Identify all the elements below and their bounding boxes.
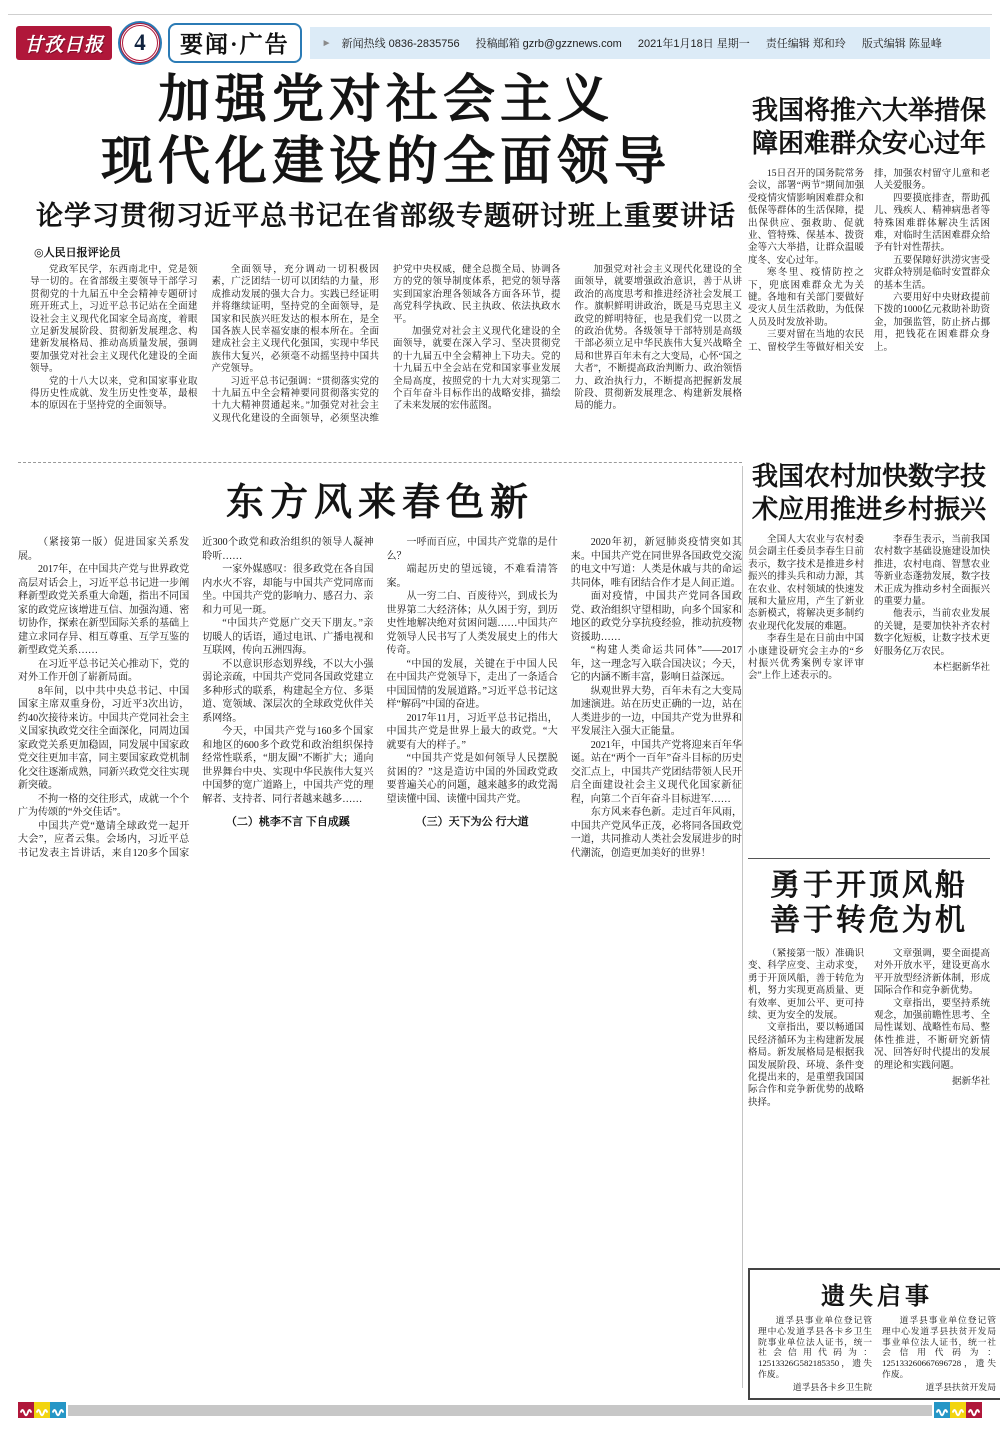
digital-village-body: [748, 534, 990, 850]
storm-headline-line2: 善于转危为机: [770, 904, 968, 937]
lost-notice-left: [758, 1315, 872, 1393]
lost-notice-signature: 道孚县扶贫开发局: [925, 1381, 996, 1392]
news-hotline: 新闻热线 0836-2835756: [341, 38, 460, 50]
section-heading: （三）天下为公 行大道: [415, 816, 529, 828]
lead-editorial: [30, 70, 742, 476]
article-paragraph: 全面领导，充分调动一切积极因素，广泛团结一切可以团结的力量，形成推动发展的强大合力。实践已经证明并将继续证明，坚持党的全面领导，是国家和民族兴旺发达的根本所在，是全国各族人民幸福安康的根本所在。全面建成社会主义现代化强国，实现中华民族伟大复兴，必须毫不动摇坚持中国共产党领导。: [211, 265, 379, 375]
section-heading: （二）桃李不言 下自成蹊: [225, 816, 350, 828]
article-credit: 据新华社: [951, 1077, 990, 1088]
article-paragraph: 不以意识形态划界线，不以大小强弱论亲疏，中国共产党同各国政党建立多种形式的联系，构建起全方位、多渠道、宽领域、深层次的全球政党伙伴关系网络。: [202, 658, 374, 724]
logo-square-yellow: [950, 1402, 966, 1418]
wave-glyph-icon: [935, 1403, 949, 1417]
article-paragraph: 2020年初，新冠肺炎疫情突如其来。中国共产党在同世界各国政党交流的电文中写道：人类是休戚与共的命运共同体，唯有团结合作才是人间正道。: [570, 537, 742, 589]
wave-glyph-icon: [951, 1403, 965, 1417]
article-paragraph: 寒冬里、疫情防控之下，兜底困难群众尤为关键。各地和有关部门要做好受灾人员生活救助，为低保人员及时发放补助。: [748, 268, 864, 328]
article-paragraph: 2021年，中国共产党将迎来百年华诞。站在“两个一百年”奋斗目标的历史交汇点上，中国共产党团结带领人民开启全面建设社会主义现代化国家新征程，向第二个百年奋斗目标进军……: [570, 739, 742, 805]
lost-notice-box: [748, 1268, 1000, 1400]
article-digital-village: [748, 460, 990, 850]
article-paragraph: 加强党对社会主义现代化建设的全面领导，就要在深入学习、坚决贯彻党的十九届五中全会精神上下功夫。党的十九届五中全会站在党和国家事业发展全局高度，按照党的十九大对实现第二个百年奋斗目标作出的战略安排，描绘了未来发展的宏伟蓝图。: [393, 327, 561, 412]
article-paragraph: “中国的发展，关键在于中国人民在中国共产党领导下，走出了一条适合中国国情的发展道路。”习近平总书记这样“解码”中国的奋进。: [386, 658, 558, 710]
lead-headline-line1: 加强党对社会主义: [157, 72, 614, 129]
article-paragraph: 习近平总书记强调：“贯彻落实党的十九届五中全会精神要同贯彻落实党的十九大精神贯通起来。”加强党对社会主义现代化建设的全面领导，必须坚决维护党中央权威，健全总揽全局、协调各方的党的领导制度体系，把党的领导落实到国家治理各领域各方面各环节，提高党科学执政、民主执政、依法执政水平。: [211, 265, 561, 424]
article-six-measures: [748, 94, 990, 464]
logo-square-yellow: [34, 1402, 50, 1418]
article-paragraph: （紧接第一版）促进国家关系发展。: [18, 537, 190, 562]
submission-email: 投稿邮箱 gzrb@gzznews.com: [475, 38, 622, 50]
triangle-bullet-icon: ►: [321, 37, 332, 49]
article-paragraph: （紧接第一版）准确识变、科学应变、主动求变，勇于开顶风船，善于转危为机，努力实现更高质量、更有效率、更加公平、更可持续、更为安全的发展。: [748, 949, 864, 1022]
footer-logo-right: [934, 1402, 982, 1418]
lost-notice-text: 道孚县事业单位登记管理中心发道孚县各卡乡卫生院事业单位法人证书，统一社会信用代码为：12513326G582185350，遗失作废。: [758, 1315, 872, 1379]
article-paragraph: 在习近平总书记关心推动下，党的对外工作开创了崭新局面。: [18, 658, 190, 683]
article-paragraph: 2017年，在中国共产党与世界政党高层对话会上，习近平总书记进一步阐释新型政党关系重大命题，指出不同国家的政党应该增进互信、加强沟通、密切协作，探索在新型国际关系的基础上建立求同存异、相互尊重、互学互鉴的新型政党关系……: [18, 564, 190, 656]
duty-editor: 责任编辑 郑和玲: [765, 38, 846, 50]
article-paragraph: 从一穷二白、百废待兴，到成长为世界第二大经济体；从久困于穷，到历史性地解决绝对贫困问题……中国共产党领导人民书写了人类发展史上的伟大传奇。: [386, 591, 558, 656]
lost-notice-signature: 道孚县各卡乡卫生院: [792, 1381, 872, 1392]
digital-village-headline: 我国农村加快数字技术应用推进乡村振兴: [751, 462, 986, 524]
article-paragraph: 今天，中国共产党与160多个国家和地区的600多个政党和政治组织保持经常性联系，“朋友圈”不断扩大；通向世界舞台中央、实现中华民族伟大复兴中国梦的宽广道路上，中国共产党的理解者、支持者、同行者越来越多……: [202, 726, 374, 805]
article-paragraph: 五要保障好洪涝灾害受灾群众特别是临时安置群众的基本生活。: [874, 255, 990, 291]
issue-date: 2021年1月18日 星期一: [637, 38, 750, 50]
article-paragraph: “中国共产党是如何领导人民摆脱贫困的？”这是造访中国的外国政党政要普遍关心的问题，越来越多的政党渴望读懂中国、读懂中国共产党。: [386, 753, 558, 805]
footer-gray-bar: [68, 1405, 932, 1416]
article-paragraph: 李春生表示，当前我国农村数字基础设施建设加快推进，农村电商、智慧农业等新业态蓬勃发展，数字技术正成为推动乡村全面振兴的重要力量。: [874, 535, 990, 608]
article-paragraph: 党政军民学，东西南北中，党是领导一切的。在省部级主要领导干部学习贯彻党的十九届五中全会精神专题研讨班开班式上，习近平总书记站在全面建设社会主义现代化国家全局高度，着眼立足新发展阶段、贯彻新发展理念、构建新发展格局、推动高质量发展，强调要加强党对社会主义现代化建设的全面领导。: [30, 265, 198, 375]
article-paragraph: 李春生是在日前由中国小康建设研究会主办的“乡村振兴优秀案例专家评审会”上作上述表示的。: [748, 634, 864, 682]
article-paragraph: 面对疫情，中国共产党同各国政党、政治组织守望相助，向多个国家和地区的政党分享抗疫经验，推动抗疫物资援助……: [570, 591, 742, 643]
article-paragraph: 文章指出，要以畅通国民经济循环为主构建新发展格局。新发展格局是根据我国发展阶段、环境、条件变化提出来的，是重塑我国国际合作和竞争新优势的战略抉择。: [748, 1023, 864, 1108]
article-paragraph: 加强党对社会主义现代化建设的全面领导，就要增强政治意识，善于从讲政治的高度思考和推进经济社会发展工作。旗帜鲜明讲政治，既是马克思主义政党的鲜明特征，也是我们党一以贯之的政治优势。各级领导干部特别是高级干部必须立足中华民族伟大复兴战略全局和世界百年未有之大变局，心怀“国之大者”，不断提高政治判断力、政治领悟力、政治执行力，不断提高把握新发展阶段、贯彻新发展理念、构建新发展格局的能力。: [574, 265, 742, 412]
article-paragraph: 党的十八大以来，党和国家事业取得历史性成就、发生历史性变革，最根本的原因在于坚持党的全面领导。: [30, 376, 198, 412]
article-paragraph: 他表示，当前农业发展的关键，是要加快补齐农村数字化短板，让数字技术更好服务亿万农民。: [874, 609, 990, 657]
masthead-row: [16, 24, 990, 62]
lost-notice-title: 遗失启事: [821, 1284, 933, 1310]
article-paragraph: 全国人大农业与农村委员会副主任委员李春生日前表示，数字技术是推进乡村振兴的排头兵和动力源，其在农业、农村领域的快速发展和大量应用，产生了新业态新模式，将解决更多制约农业现代化发展的难题。: [748, 535, 864, 632]
storm-headline: [748, 868, 990, 938]
storm-body: [748, 948, 990, 1264]
lost-notice-right: [882, 1315, 996, 1393]
horizontal-divider: [748, 858, 990, 859]
top-divider: [8, 14, 992, 15]
section-title: 要闻·广告: [168, 23, 302, 63]
feature-headline: 东方风来春色新: [225, 482, 534, 524]
lost-notice-text: 道孚县事业单位登记管理中心发道孚县扶贫开发局事业单位法人证书，统一社会信用代码为：125133260667696728，遗失作废。: [882, 1315, 996, 1379]
article-paragraph: 一呼而百应，中国共产党靠的是什么？: [386, 537, 558, 562]
article-paragraph: 端起历史的望远镜，不难看清答案。: [386, 564, 558, 589]
article-paragraph: 四要摸底排查，帮助孤儿、残疾人、精神病患者等特殊困难群体解决生活困难，对临时生活困难群众给予有针对性帮扶。: [874, 193, 990, 254]
wave-glyph-icon: [967, 1403, 981, 1417]
article-paragraph: “构建人类命运共同体”——2017年，这一理念写入联合国决议；今天，它的内涵不断丰富，影响日益深远。: [570, 645, 742, 683]
storm-headline-line1: 勇于开顶风船: [770, 869, 968, 902]
article-paragraph: 东方风来春色新。走过百年风雨，中国共产党风华正茂，必将同各国政党一道，共同推动人类社会发展进步的时代潮流，创造更加美好的世界！: [570, 807, 742, 859]
article-paragraph: 15日召开的国务院常务会议，部署“两节”期间加强受疫情灾情影响困难群众和低保等群体的生活保障，提出保供应、强救助、促就业、管特殊、保基本、拨资金等六大举措，让群众温暖度冬、安心过年。: [748, 169, 864, 266]
article-paragraph: 文章指出，要坚持系统观念，加强前瞻性思考、全局性谋划、战略性布局、整体性推进，不断研究新情况、回答好时代提出的发展的理论和实践问题。: [874, 998, 990, 1071]
article-paragraph: “中国共产党愿广交天下朋友。”亲切暖人的话语，通过电讯、广播电视和互联网，传向五洲四海。: [202, 618, 374, 656]
layout-editor: 版式编辑 陈显峰: [861, 38, 942, 50]
logo-square-blue: [50, 1402, 66, 1418]
six-measures-headline: 我国将推六大举措保障困难群众安心过年: [751, 96, 986, 158]
logo-square-red: [966, 1402, 982, 1418]
article-paragraph: 不拘一格的交往形式，成就一个个广为传颂的“外交佳话”。: [18, 793, 190, 818]
logo-square-red: [18, 1402, 34, 1418]
article-paragraph: 8年间，以中共中央总书记、中国国家主席双重身份，习近平3次出访，约40次接待来访。中国共产党同社会主义国家执政党交往全面深化，同周边国家政党关系更加稳固，同发展中国家政党交往更加丰富，同主要国家政党机制化交往逐渐成熟，同新兴政党交往实现新突破。: [18, 685, 190, 791]
page-number-badge: 4: [120, 23, 160, 63]
article-paragraph: 三要对留在当地的农民工、留校学生等做好相关安排，加强农村留守儿童和老人关爱服务。: [748, 169, 990, 353]
lead-headline-line2: 现代化建设的全面领导: [100, 134, 671, 191]
article-paragraph: 一家外媒感叹：很多政党在各自国内水火不容，却能与中国共产党同席而坐。中国共产党的影响力、感召力、亲和力可见一斑。: [202, 564, 374, 616]
article-paragraph: 六要用好中央财政提前下拨的1000亿元救助补助资金，加强监管，防止挤占挪用，把钱花在困难群众身上。: [874, 293, 990, 353]
article-paragraph: 文章强调，要全面提高对外开放水平，建设更高水平开放型经济新体制，形成国际合作和竞争新优势。: [874, 949, 990, 997]
logo-square-blue: [934, 1402, 950, 1418]
footer-logo-left: [18, 1402, 66, 1418]
page-footer: [18, 1402, 982, 1418]
six-measures-body: [748, 168, 990, 464]
header-info-strip: [310, 27, 990, 59]
article-paragraph: 纵观世界大势，百年未有之大变局加速演进。站在历史正确的一边，站在人类进步的一边，中国共产党为世界和平发展注入强大正能量。: [570, 685, 742, 737]
lead-byline: ◎人民日报评论员: [34, 247, 121, 259]
feature-article: [18, 462, 742, 1402]
vertical-column-divider: [742, 466, 743, 1388]
lead-body-columns: [30, 264, 742, 476]
wave-glyph-icon: [19, 1403, 33, 1417]
article-paragraph: 中国共产党“邀请全球政党一起开大会”，应者云集。会场内，习近平总书记发表主旨讲话，来自120多个国家近300个政党和政治组织的领导人凝神聆听……: [18, 537, 374, 859]
feature-body-columns: [18, 536, 742, 1402]
wave-glyph-icon: [35, 1403, 49, 1417]
masthead-logo: 甘孜日报: [16, 26, 112, 60]
wave-glyph-icon: [51, 1403, 65, 1417]
article-storm: [748, 868, 990, 1264]
lead-subtitle: 论学习贯彻习近平总书记在省部级专题研讨班上重要讲话: [36, 201, 736, 231]
article-credit: 本栏据新华社: [932, 663, 990, 674]
article-paragraph: 2017年11月，习近平总书记指出，中国共产党是世界上最大的政党。“大就要有大的样子。”: [386, 712, 558, 751]
